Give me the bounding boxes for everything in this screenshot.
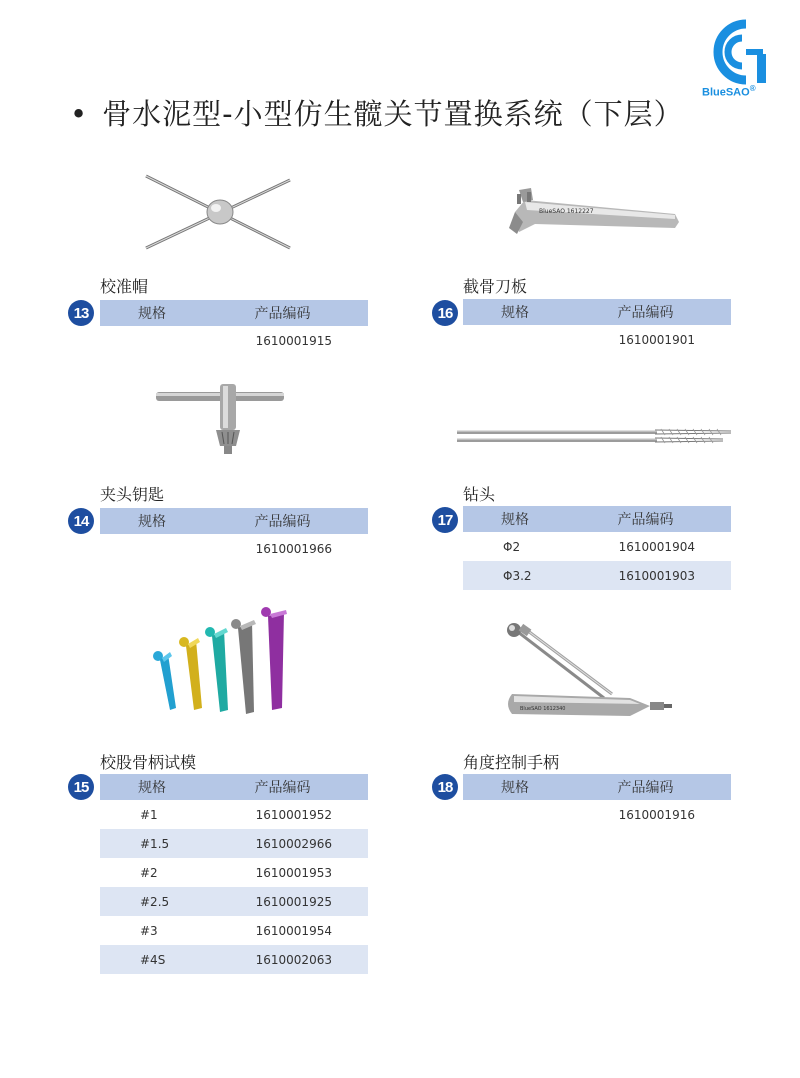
table-row [100, 945, 368, 974]
title-text: 骨水泥型-小型仿生髋关节置换系统（下层） [102, 97, 684, 131]
product-number-badge: 18 [432, 774, 458, 800]
spec-column-header: 规格 [138, 514, 166, 530]
spec-cell: Φ3.2 [503, 568, 532, 583]
angle-control-handle-image [500, 618, 680, 723]
code-cell: 1610001952 [255, 807, 332, 822]
product-name: 夹头钥匙 [100, 485, 165, 504]
table-row [463, 325, 731, 354]
femoral-stem-trials-image [148, 604, 308, 716]
code-cell: 1610002063 [255, 952, 332, 967]
spec-cell: #4S [140, 952, 166, 967]
table-header [100, 300, 368, 326]
osteotomy-guide-image [505, 182, 685, 242]
table-row [100, 326, 368, 355]
page-title [70, 92, 684, 133]
table-header [100, 774, 368, 800]
table-row [463, 800, 731, 829]
spec-cell: #3 [140, 923, 158, 938]
product-number-badge: 16 [432, 300, 458, 326]
table-row [463, 532, 731, 561]
svg-text:BlueSAO 1612227: BlueSAO 1612227 [539, 208, 594, 215]
table-row [100, 916, 368, 945]
product-number-badge: 14 [68, 508, 94, 534]
spec-cell: #2 [140, 865, 158, 880]
spec-column-header: 规格 [138, 780, 166, 796]
product-name: 校准帽 [100, 277, 149, 296]
code-column-header: 产品编码 [617, 305, 674, 321]
table-header [463, 299, 731, 325]
spec-table [100, 774, 368, 974]
product-name: 校股骨柄试模 [100, 753, 197, 772]
product-name: 钻头 [463, 485, 496, 504]
chuck-key-image [150, 380, 310, 460]
spec-table [463, 299, 731, 354]
code-cell: 1610001915 [255, 333, 332, 348]
table-row [100, 858, 368, 887]
svg-text:BlueSAO 1612340: BlueSAO 1612340 [520, 706, 566, 712]
code-column-header: 产品编码 [617, 780, 674, 796]
spec-column-header: 规格 [501, 780, 529, 796]
code-column-header: 产品编码 [617, 512, 674, 528]
code-cell: 1610001954 [255, 923, 332, 938]
logo-text: BlueSAO® [702, 84, 756, 99]
code-column-header: 产品编码 [254, 514, 311, 530]
spec-cell: Φ2 [503, 539, 521, 554]
code-cell: 1610001966 [255, 541, 332, 556]
spec-cell: #1 [140, 807, 158, 822]
code-cell: 1610002966 [255, 836, 332, 851]
table-row [100, 800, 368, 829]
spec-cell: #1.5 [140, 836, 170, 851]
spec-table [463, 774, 731, 829]
table-row [100, 829, 368, 858]
calibration-cap-image [140, 170, 300, 255]
code-cell: 1610001904 [618, 539, 695, 554]
spec-column-header: 规格 [501, 305, 529, 321]
code-column-header: 产品编码 [254, 780, 311, 796]
table-header [463, 506, 731, 532]
bluesao-logo [702, 18, 776, 108]
spec-column-header: 规格 [501, 512, 529, 528]
code-column-header: 产品编码 [254, 306, 311, 322]
code-cell: 1610001901 [618, 332, 695, 347]
spec-table [100, 508, 368, 563]
spec-column-header: 规格 [138, 306, 166, 322]
product-name: 截骨刀板 [463, 277, 528, 296]
product-number-badge: 13 [68, 300, 94, 326]
spec-table [100, 300, 368, 355]
table-row [463, 561, 731, 590]
product-number-badge: 15 [68, 774, 94, 800]
table-header [100, 508, 368, 534]
product-name: 角度控制手柄 [463, 753, 560, 772]
code-cell: 1610001953 [255, 865, 332, 880]
code-cell: 1610001925 [255, 894, 332, 909]
title-bullet: • [70, 97, 89, 131]
drill-bit-image [455, 424, 740, 448]
product-number-badge: 17 [432, 507, 458, 533]
table-header [463, 774, 731, 800]
code-cell: 1610001916 [618, 807, 695, 822]
spec-cell: #2.5 [140, 894, 170, 909]
spec-table [463, 506, 731, 590]
table-row [100, 534, 368, 563]
code-cell: 1610001903 [618, 568, 695, 583]
table-row [100, 887, 368, 916]
